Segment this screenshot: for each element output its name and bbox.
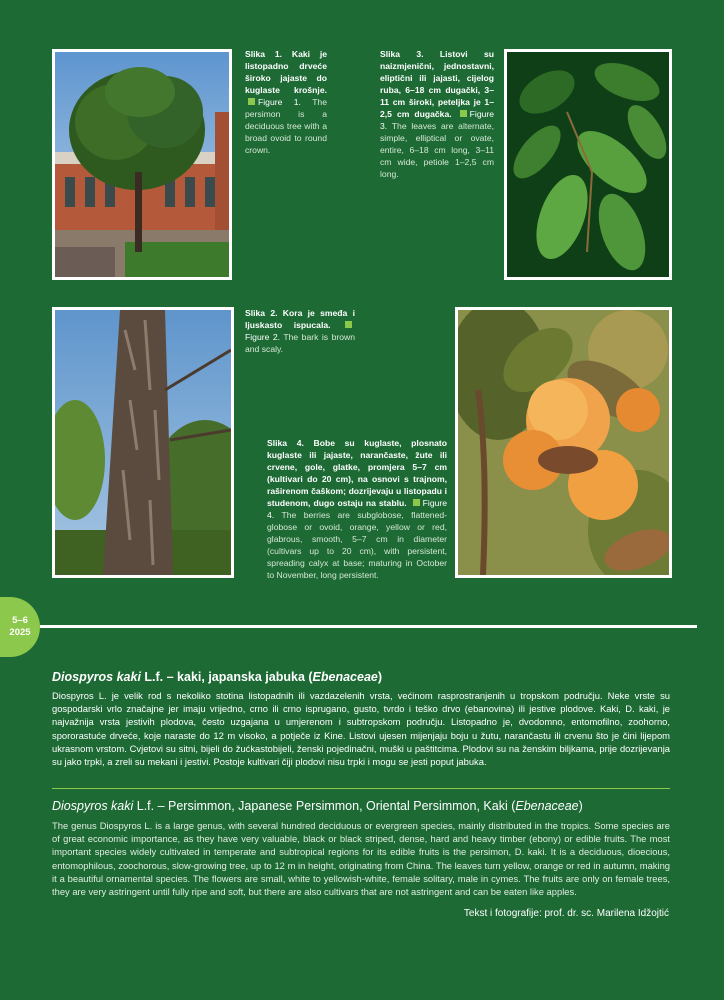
persimmon-leaves-illustration bbox=[507, 52, 669, 277]
en-section-title bbox=[52, 799, 583, 813]
figure-4-en-text: The berries are subglobose, flattened-globose or ovoid, orange, yellow or red, glabrous, smooth, 5–7 cm in diameter (cultivars up to 20 cm), with persistent, spreading calyx at base; maturing in October to November, long persistent. bbox=[267, 510, 447, 580]
en-title-family: Ebenaceae bbox=[515, 799, 579, 813]
language-divider bbox=[52, 788, 670, 789]
photo-persimmon-tree bbox=[52, 49, 232, 280]
figure-4-caption bbox=[267, 437, 447, 581]
figure-2-hr-text: Kora je smeđa i ljuskasto ispucala. bbox=[245, 308, 355, 330]
figure-4-hr-text: Bobe su kuglaste, plosnato kuglaste ili jajaste, narančaste, žute ili crvene, gole, glatke, promjera 5–7 cm (kultivari do 20 cm), na osnovi s trajnom, raširenom čaškom; dozrijevaju u listopadu i studenom, dugo ostaju na stablu. bbox=[267, 438, 447, 508]
figure-3-en-label: Figure 3. bbox=[380, 109, 495, 131]
figure-2-caption bbox=[245, 307, 355, 355]
en-title-species: Diospyros kaki bbox=[52, 799, 134, 813]
figure-4-en-label: Figure 4. bbox=[267, 498, 448, 520]
photo-text-credit: Tekst i fotografije: prof. dr. sc. Marilena Idžojtić bbox=[463, 908, 669, 919]
hr-section-body: Diospyros L. je velik rod s nekoliko stotina listopadnih ili vazdazelenih vrsta, većinom rasprostranjenih u tropskom području. Neke vrste su gospodarski vrlo značajne jer imaju vrijedno, crno ili crno isprugano, gusto, tvrdo i teško drvo (ebanovina) ili jestive plodove. Kaki, D. kaki, je najvažnija vrsta jestivih plodova, često uzgajana u umjerenom i subtropskom području. Listopadno je, dvodomno, entomofilno, zoohorno, spororastuće drveće, koje naraste do 12 m visoko, a potječe iz Kine. Listovi ujesen mijenjaju boju u žutu, narančastu ili crvenu što je čini lijepom ukrasnom vrstom. Cvjetovi su sitni, bijeli do žućkastobijeli, ženski pojedinačni, muški u paštitcima. Plodovi su na ženskim biljkama, prije dozrijevanja su jako trpki, a zreli su mekani i jestivi. Postoje kultivari čiji plodovi nisu trpki i mogu se jesti poput jabuka. bbox=[52, 690, 670, 768]
figure-3-hr-label: Slika 3. bbox=[380, 49, 424, 59]
figure-4-hr-label: Slika 4. bbox=[267, 438, 304, 448]
figure-1-en-label: Figure 1. bbox=[258, 97, 301, 107]
figure-2-en-label: Figure 2. bbox=[245, 332, 281, 342]
persimmon-tree-illustration bbox=[55, 52, 229, 277]
figure-3-hr-text: Listovi su naizmjenični, jednostavni, eliptični ili jajasti, cijelog ruba, 6–18 cm dugački, 3–11 cm široki, peteljka je 1–2,5 cm dugačka. bbox=[380, 49, 494, 119]
figure-3-caption bbox=[380, 48, 494, 180]
issue-year: 2025 bbox=[9, 627, 31, 638]
en-section-body: The genus Diospyros L. is a large genus, with several hundred deciduous or evergreen species, mainly distributed in the tropics. Some species are of great economic importance, as they have very valuable, black or black striped, dense, hard and heavy timber (ebony) or edible fruits. The most important species widely cultivated in temperate and subtropical regions for its edible fruits is the persimon, D. kaki. It is a deciduous, dioecious, entomophilous, zoochorous, slow-growing tree, up to 12 m in height, originating from China. The leaves turn yellow, orange or red in autumn, making it a beautiful ornamental species. The flowers are small, white to yellowish-white, female solitary, male in cymes. The fruits are only on female trees, they are very astringent until fully ripe and soft, but there are also cultivars that are not astringent and can be eaten like apples. bbox=[52, 820, 670, 898]
square-bullet-icon bbox=[460, 110, 467, 117]
photo-persimmon-leaves bbox=[504, 49, 672, 280]
figure-2-en-text: The bark is brown and scaly. bbox=[245, 332, 355, 354]
en-title-close: ) bbox=[578, 799, 583, 813]
issue-badge bbox=[0, 597, 40, 657]
square-bullet-icon bbox=[248, 98, 255, 105]
hr-title-family: Ebenaceae bbox=[312, 670, 378, 684]
persimmon-fruits-illustration bbox=[458, 310, 669, 575]
hr-title-close: ) bbox=[377, 670, 383, 684]
issue-number: 5–6 bbox=[12, 615, 28, 626]
figure-1-en-text: The persimon is a deciduous tree with a broad ovoid to round crown. bbox=[245, 97, 327, 155]
figure-1-hr-label: Slika 1. bbox=[245, 49, 283, 59]
hr-title-rest: L.f. – kaki, japanska jabuka ( bbox=[140, 670, 313, 684]
figure-1-caption bbox=[245, 48, 327, 156]
hr-title-species: Diospyros kaki bbox=[52, 670, 141, 684]
photo-persimmon-fruits bbox=[455, 307, 672, 578]
hr-section-title bbox=[52, 670, 382, 684]
figure-3-en-text: The leaves are alternate, simple, elliptical or ovate, entire, 6–18 cm long, 3–11 cm wide, petiole 1–2,5 cm long. bbox=[380, 121, 494, 179]
section-divider bbox=[40, 625, 697, 628]
persimmon-bark-illustration bbox=[55, 310, 231, 575]
photo-persimmon-bark bbox=[52, 307, 234, 578]
en-title-rest: L.f. – Persimmon, Japanese Persimmon, Oriental Persimmon, Kaki ( bbox=[133, 799, 516, 813]
figure-2-hr-label: Slika 2. bbox=[245, 308, 278, 318]
square-bullet-icon bbox=[413, 499, 420, 506]
figure-1-hr-text: Kaki je listopadno drveće široko jajaste do kuglaste krošnje. bbox=[245, 49, 327, 95]
square-bullet-icon bbox=[345, 321, 352, 328]
